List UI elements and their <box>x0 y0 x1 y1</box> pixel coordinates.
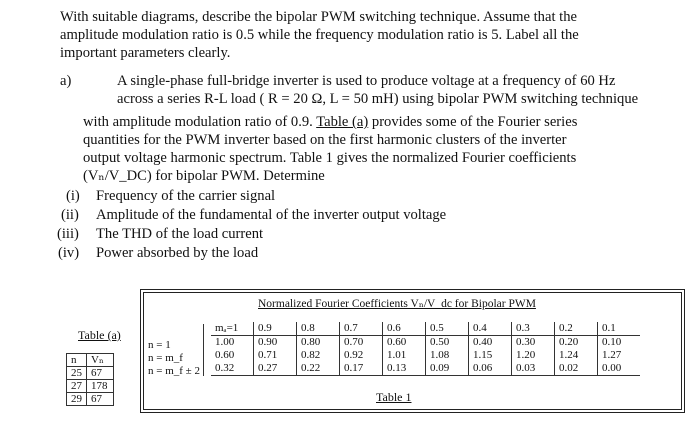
table-row <box>67 367 114 380</box>
subq-4-num: (iv) <box>58 245 80 261</box>
table-1-row-labels <box>148 339 200 378</box>
table-1-cell: 0.90 <box>254 336 297 350</box>
table-1-cell: 0.60 <box>215 349 235 361</box>
table-1-cell: 1.08 <box>426 349 469 362</box>
table-1-cell: 0.80 <box>297 336 340 350</box>
part-a-line-3 <box>83 113 577 131</box>
table-a-cell: 25 <box>67 367 87 380</box>
table-row <box>67 380 114 393</box>
table-a-header <box>67 354 114 367</box>
question-line-3: important parameters clearly. <box>60 45 231 61</box>
table-a-title: Table (a) <box>78 328 121 342</box>
table-1-cell: 0.00 <box>598 362 641 376</box>
row-label-n1: n = 1 <box>148 339 171 351</box>
table-1-cell: 1.00 <box>215 336 235 348</box>
table-1-cell: 1.01 <box>383 349 426 362</box>
table-1-header-row <box>211 322 640 336</box>
subq-1-num: (i) <box>66 188 80 204</box>
table-1-cell: 0.02 <box>555 362 598 376</box>
table-1-header-cell: 0.5 <box>426 322 469 336</box>
table-1-header-cell: 0.8 <box>297 322 340 336</box>
table-a-cell: 67 <box>87 393 114 406</box>
table-1-cell: 0.20 <box>555 336 598 350</box>
table-1-title: Normalized Fourier Coefficients Vₙ/V_dc for Bipolar PWM <box>258 298 536 310</box>
table-a-cell: 27 <box>67 380 87 393</box>
table-1-cell: 0.13 <box>383 362 426 376</box>
table-a-cell: 67 <box>87 367 114 380</box>
table-1-header-cell: 0.4 <box>469 322 512 336</box>
table-1-cell: 1.15 <box>469 349 512 362</box>
table-a-header-vn: Vₙ <box>87 354 114 367</box>
subq-4-text: Power absorbed by the load <box>96 245 259 261</box>
table-1-cell: 0.50 <box>426 336 469 350</box>
table-1-header-cell: 0.1 <box>598 322 641 336</box>
table-1-cell: 0.27 <box>254 362 297 376</box>
subq-3-text: The THD of the load current <box>96 226 264 242</box>
table-1-cell: 0.40 <box>469 336 512 350</box>
table-1-cell: 0.17 <box>340 362 383 376</box>
subq-2-text: Amplitude of the fundamental of the inverter output voltage <box>96 207 447 223</box>
table-1-cell: 0.32 <box>211 362 254 376</box>
table-a-header-n: n <box>67 354 87 367</box>
table-1-cell: 0.30 <box>512 336 555 350</box>
table-1-cell: 1.24 <box>555 349 598 362</box>
table-1-header-cell: 0.2 <box>555 322 598 336</box>
table-1-cell: 0.70 <box>340 336 383 350</box>
table-row <box>211 362 640 376</box>
table-a <box>66 353 114 406</box>
table-1-caption: Table 1 <box>376 390 412 404</box>
table-1-header-cell: 0.9 <box>254 322 297 336</box>
table-1-header-cell: 0.6 <box>383 322 426 336</box>
table-row <box>211 349 640 362</box>
question-line-2: amplitude modulation ratio is 0.5 while the frequency modulation ratio is 5. Label all the <box>60 27 579 43</box>
table-1-cell: 0.71 <box>254 349 297 362</box>
table-a-cell: 178 <box>87 380 114 393</box>
row-label-nmf: n = m_f <box>148 352 183 364</box>
part-a-line-1: A single-phase full-bridge inverter is used to produce voltage at a frequency of 60 Hz <box>117 73 616 89</box>
table-1-header-cell: 0.3 <box>512 322 555 336</box>
table-1-cell: 0.60 <box>383 336 426 350</box>
table-a-cell: 29 <box>67 393 87 406</box>
subq-3-num: (iii) <box>57 226 79 242</box>
table-row <box>67 393 114 406</box>
subq-2-num: (ii) <box>61 207 79 223</box>
table-a-reference: Table (a) <box>316 114 369 130</box>
question-line-1: With suitable diagrams, describe the bipolar PWM switching technique. Assume that the <box>60 9 577 25</box>
table-1-cell: 0.82 <box>297 349 340 362</box>
table-1-header-cell: mₐ=1 <box>211 322 254 336</box>
table-1-cell: 0.03 <box>512 362 555 376</box>
table-1-cell: 0.22 <box>297 362 340 376</box>
part-a-line-4: quantities for the PWM inverter based on the first harmonic clusters of the inverter <box>83 132 567 148</box>
table-1-cell: 0.92 <box>340 349 383 362</box>
part-a-line-3b: provides some of the Fourier series <box>368 114 578 130</box>
part-a-line-3a: with amplitude modulation ratio of 0.9. <box>83 114 317 130</box>
table-1-cell: 1.20 <box>512 349 555 362</box>
part-a-line-2: across a series R-L load ( R = 20 Ω, L = 50 mH) using bipolar PWM switching technique <box>117 91 639 107</box>
subq-1-text: Frequency of the carrier signal <box>96 188 276 204</box>
row-label-nmf-pm2: n = m_f ± 2 <box>148 365 200 377</box>
table-1-header-cell: 0.7 <box>340 322 383 336</box>
table-1-cell: 0.06 <box>469 362 512 376</box>
part-a-label: a) <box>60 73 72 89</box>
table-1-cell: 0.09 <box>426 362 469 376</box>
table-1 <box>211 322 640 376</box>
table-1-cell: 1.27 <box>598 349 641 362</box>
table-1-cell: 0.10 <box>598 336 641 350</box>
part-a-line-5: output voltage harmonic spectrum. Table 1 gives the normalized Fourier coefficients <box>83 150 577 166</box>
table-row <box>211 336 640 350</box>
part-a-line-6: (Vₙ/V_DC) for bipolar PWM. Determine <box>83 168 325 184</box>
row-label-divider <box>203 324 204 376</box>
